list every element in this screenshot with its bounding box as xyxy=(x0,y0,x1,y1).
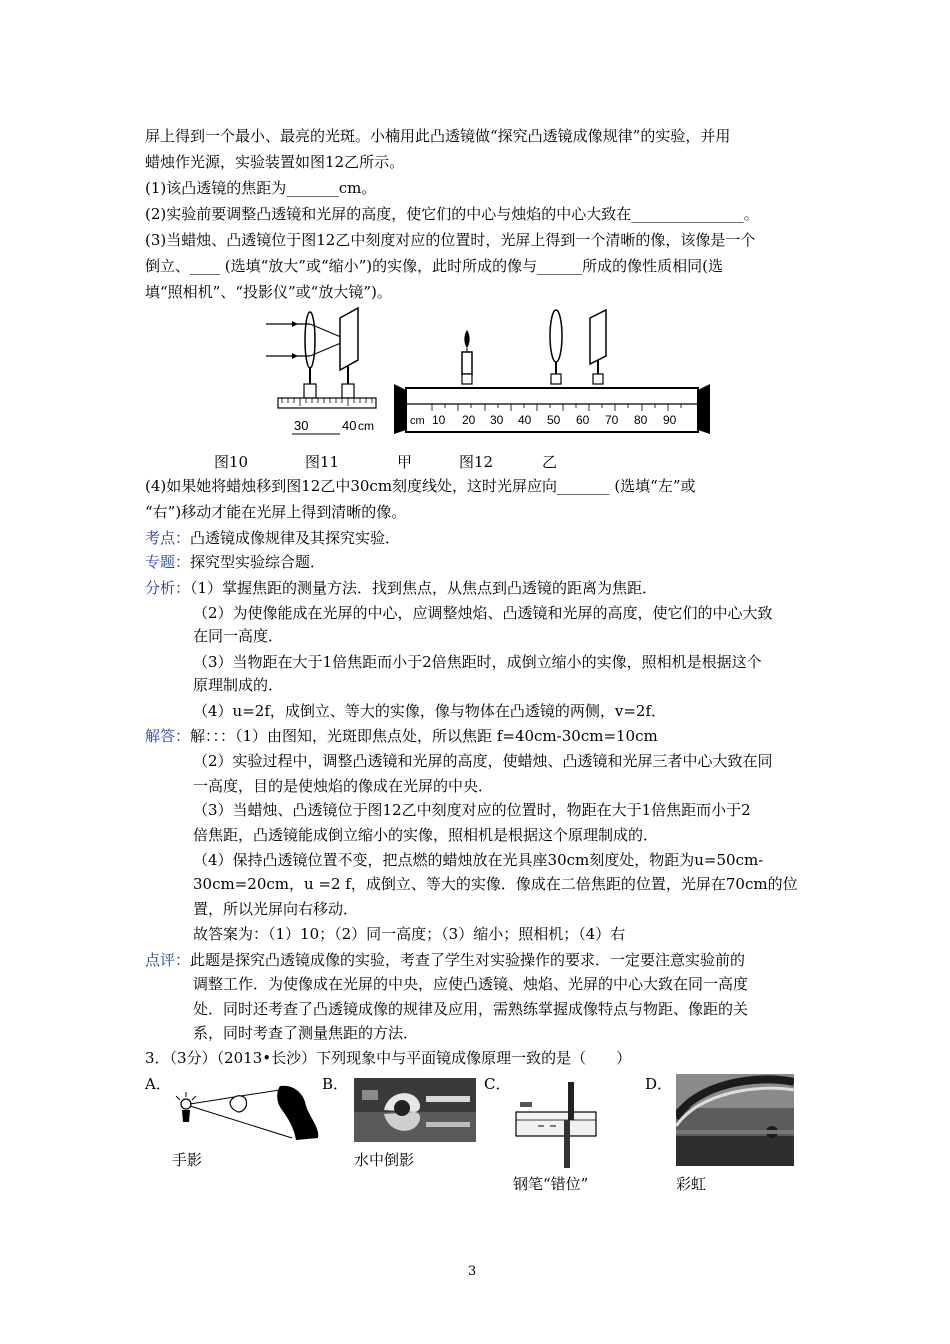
kaodian-row xyxy=(145,528,400,548)
zhuanti-label: 专题： xyxy=(145,553,191,571)
ruler-label-40: 40 xyxy=(342,418,357,433)
bench-tick-70: 70 xyxy=(605,413,619,427)
option-d-caption: 彩虹 xyxy=(676,1175,707,1193)
fenxi-line-6: （4）u=2f，成倒立、等大的实像，像与物体在凸透镜的两侧，v=2f． xyxy=(193,702,667,720)
dianping-first: 此题是探究凸透镜成像的实验，考查了学生对实验操作的要求．一定要注意实验前的 xyxy=(190,951,746,969)
question-3-stem: 3．（3分）（2013•长沙）下列现象中与平面镜成像原理一致的是（ ） xyxy=(145,1049,632,1067)
bench-tick-40: 40 xyxy=(518,413,532,427)
dianping-label: 点评： xyxy=(145,951,191,969)
zhuanti-row xyxy=(145,552,325,572)
question-2: (2)实验前要调整凸透镜和光屏的高度，使它们的中心与烛焰的中心大致在_______________。 xyxy=(145,205,759,223)
dianping-line-4: 系，同时考查了测量焦距的方法． xyxy=(193,1024,419,1042)
zhuanti-text: 探究型实验综合题． xyxy=(190,553,326,571)
option-d-letter: D． xyxy=(645,1075,673,1093)
jieda-label: 解答： xyxy=(145,727,191,745)
figure-11-focal-setup xyxy=(262,300,380,440)
caption-jia: 甲 xyxy=(397,453,413,471)
option-c-caption: 钢笔“错位” xyxy=(513,1175,589,1193)
intro-line-1: 屏上得到一个最小、最亮的光斑。小楠用此凸透镜做“探究凸透镜成像规律”的实验，并用 xyxy=(145,127,731,145)
page-number: 3 xyxy=(468,1264,477,1279)
caption-yi: 乙 xyxy=(542,453,558,471)
fenxi-label: 分析： xyxy=(145,579,191,597)
fenxi-first: （1）掌握焦距的测量方法．找到焦点，从焦点到凸透镜的距离为焦距． xyxy=(190,579,658,597)
jieda-row xyxy=(145,726,658,746)
bench-unit-label: cm xyxy=(410,415,425,427)
ruler-label-30: 30 xyxy=(294,418,309,433)
option-a-letter: A． xyxy=(145,1075,171,1093)
option-b-letter: B． xyxy=(322,1075,349,1093)
option-d-rainbow-image xyxy=(676,1074,794,1166)
dianping-row xyxy=(145,950,745,970)
fenxi-line-4: （3）当物距在大于1倍焦距而小于2倍焦距时，成倒立缩小的实像，照相机是根据这个 xyxy=(193,653,762,671)
option-b-water-reflection-image xyxy=(354,1078,476,1142)
jieda-line-4: （3）当蜡烛、凸透镜位于图12乙中刻度对应的位置时，物距在大于1倍焦距而小于2 xyxy=(193,801,751,819)
intro-line-2: 蜡烛作光源，实验装置如图12乙所示。 xyxy=(145,153,405,171)
bench-tick-90: 90 xyxy=(663,413,677,427)
option-b-caption: 水中倒影 xyxy=(354,1151,415,1169)
fenxi-line-5: 原理制成的． xyxy=(193,676,284,694)
option-a-hand-shadow-image xyxy=(172,1082,322,1144)
question-4-line-1: (4)如果她将蜡烛移到图12乙中30cm刻度线处，这时光屏应向_______ (选填“左”或 xyxy=(145,477,696,495)
fenxi-line-2: （2）为使像能成在光屏的中心，应调整烛焰、凸透镜和光屏的高度，使它们的中心大致 xyxy=(193,604,773,622)
bench-tick-80: 80 xyxy=(634,413,648,427)
bench-tick-20: 20 xyxy=(462,413,476,427)
bench-tick-10: 10 xyxy=(432,413,446,427)
question-4-line-2: “右”)移动才能在光屏上得到清晰的像。 xyxy=(145,503,407,521)
question-3-line-1: (3)当蜡烛、凸透镜位于图12乙中刻度对应的位置时，光屏上得到一个清晰的像，该像是一个 xyxy=(145,231,756,249)
caption-fig10: 图10 xyxy=(214,453,249,471)
fenxi-line-3: 在同一高度． xyxy=(193,627,284,645)
dianping-line-2: 调整工作．为使像成在光屏的中央，应使凸透镜、烛焰、光屏的中心大致在同一高度 xyxy=(193,975,749,993)
question-1: (1)该凸透镜的焦距为_______cm。 xyxy=(145,179,377,197)
question-3-line-2: 倒立、____ (选填“放大”或“缩小”)的实像，此时所成的像与______所成的像性质相同(选 xyxy=(145,257,724,275)
jieda-line-6: （4）保持凸透镜位置不变，把点燃的蜡烛放在光具座30cm刻度处，物距为u=50cm- xyxy=(193,851,764,869)
jieda-line-8: 置，所以光屏向右移动． xyxy=(193,900,359,918)
jieda-line-7: 30cm=20cm，u =2 f，成倒立、等大的实像．像成在二倍焦距的位置，光屏在70cm的位 xyxy=(193,875,798,893)
answer-summary: 故答案为：（1）10；（2）同一高度；（3）缩小；照相机；（4）右 xyxy=(193,925,626,943)
caption-fig11: 图11 xyxy=(305,453,340,471)
bench-tick-50: 50 xyxy=(547,413,561,427)
bench-tick-30: 30 xyxy=(490,413,504,427)
kaodian-text: 凸透镜成像规律及其探究实验． xyxy=(190,529,401,547)
jieda-first: 解：：：（1）由图知，光斑即焦点处，所以焦距 f=40cm-30cm=10cm xyxy=(190,727,658,745)
ruler-label-cm: cm xyxy=(358,419,374,433)
jieda-line-2: （2）实验过程中，调整凸透镜和光屏的高度，使蜡烛、凸透镜和光屏三者中心大致在同 xyxy=(193,752,773,770)
option-c-letter: C． xyxy=(484,1075,511,1093)
question-3-line-3: 填“照相机”、“投影仪”或“放大镜”)。 xyxy=(145,283,392,301)
kaodian-label: 考点： xyxy=(145,529,191,547)
dianping-line-3: 处．同时还考查了凸透镜成像的规律及应用，需熟练掌握成像特点与物距、像距的关 xyxy=(193,1000,749,1018)
option-c-pen-misalignment-image xyxy=(510,1082,602,1168)
caption-fig12: 图12 xyxy=(459,453,494,471)
bench-tick-60: 60 xyxy=(576,413,590,427)
option-a-caption: 手影 xyxy=(172,1151,203,1169)
jieda-line-3: 一高度，目的是使烛焰的像成在光屏的中央． xyxy=(193,777,494,795)
fenxi-row xyxy=(145,578,657,598)
jieda-line-5: 倍焦距，凸透镜能成倒立缩小的实像，照相机是根据这个原理制成的． xyxy=(193,826,659,844)
figure-12-optical-bench xyxy=(392,300,712,440)
